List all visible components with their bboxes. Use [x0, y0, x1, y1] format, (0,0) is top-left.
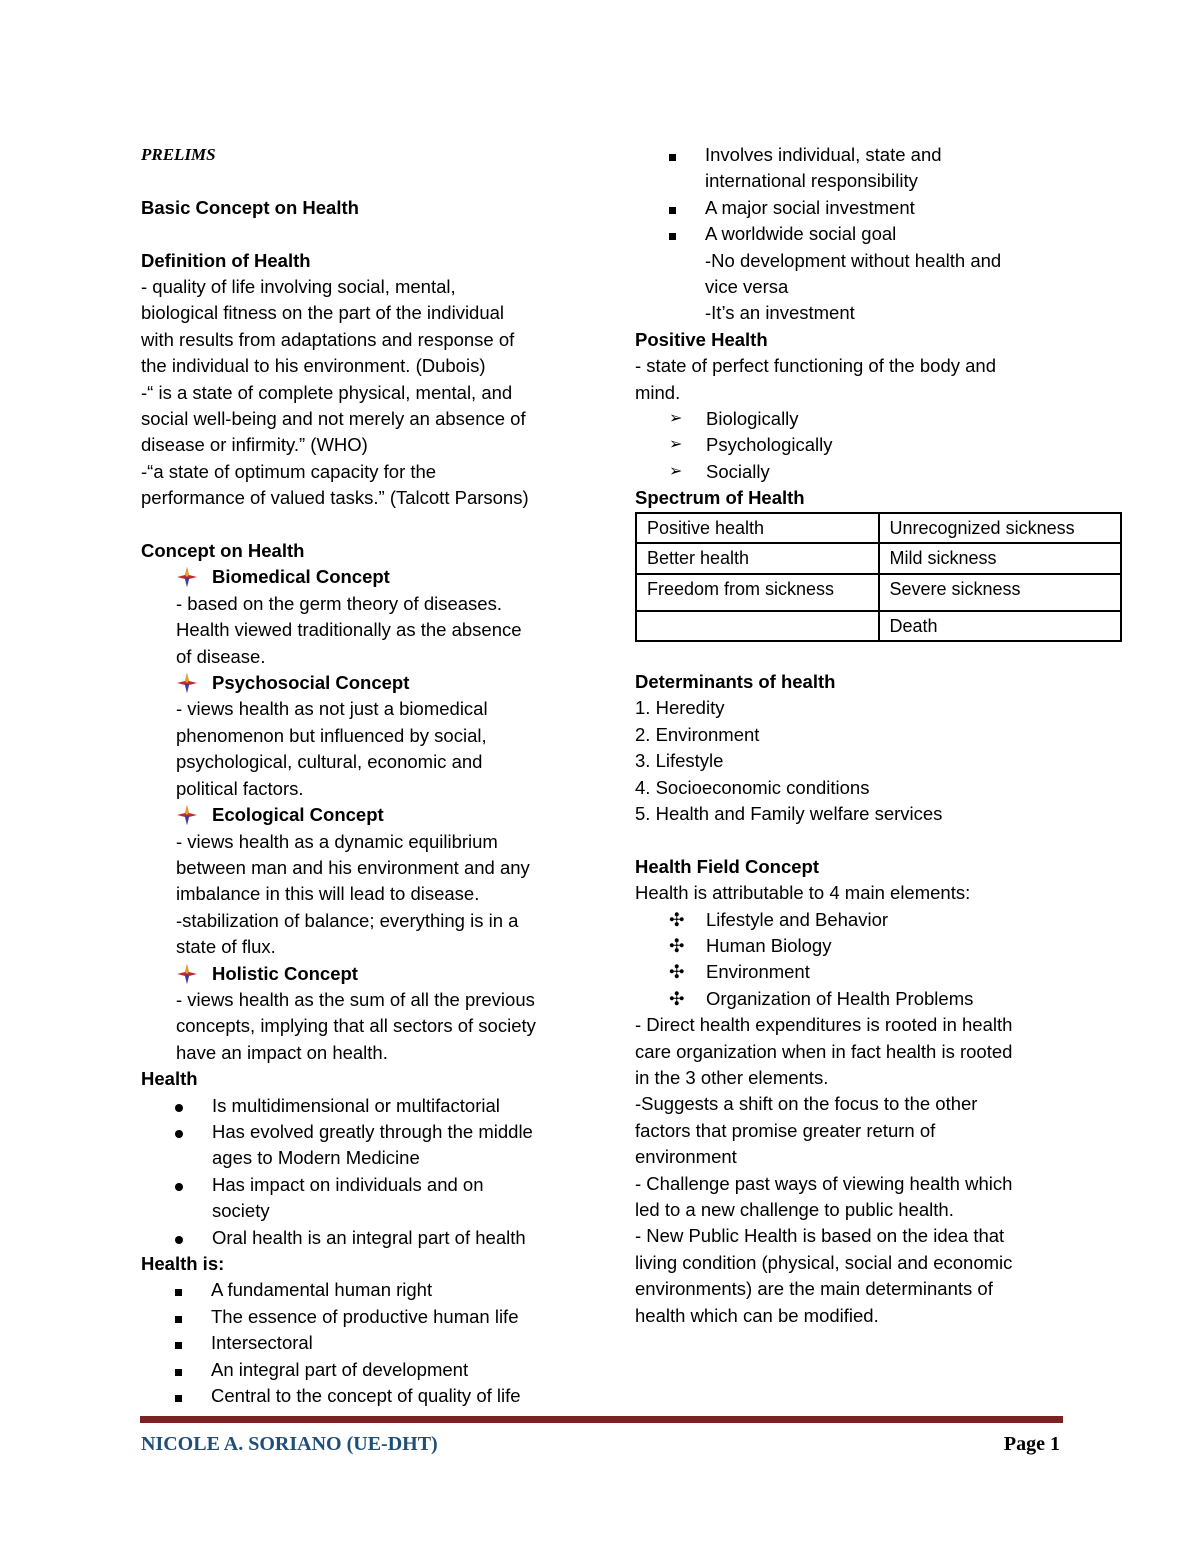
concept-title: Biomedical Concept: [212, 566, 390, 588]
doc-title: PRELIMS: [141, 145, 216, 164]
bullet-dot-icon: [175, 1104, 183, 1112]
list-item: [635, 406, 1125, 432]
list-number: 2.: [635, 723, 651, 745]
list-item: [635, 933, 1125, 959]
list-item: [635, 907, 1125, 933]
table-cell: Freedom from sickness: [636, 574, 879, 611]
table-row: [636, 513, 1121, 543]
list-item: [635, 986, 1125, 1012]
list-item: [635, 775, 1125, 801]
field-line: health which can be modified.: [635, 1304, 879, 1326]
four-point-star-icon: [177, 964, 197, 984]
concept-text: - views health as a dynamic equilibrium: [176, 830, 498, 852]
field-line: in the 3 other elements.: [635, 1066, 829, 1088]
list-number: 5.: [635, 802, 651, 824]
list-number: 4.: [635, 776, 651, 798]
arrow-bullet-icon: ➢: [669, 436, 683, 454]
right-column: [635, 142, 1125, 1329]
list-item: [141, 1172, 581, 1225]
table-cell: Mild sickness: [879, 543, 1122, 573]
concept-text: political factors.: [176, 777, 304, 799]
list-item-text: Psychologically: [706, 434, 833, 456]
list-item-text: Has impact on individuals and on: [212, 1173, 484, 1195]
list-item-text: Has evolved greatly through the middle: [212, 1120, 533, 1142]
square-bullet-icon: [669, 154, 676, 161]
field-line: care organization when in fact health is rooted: [635, 1040, 1013, 1062]
list-item-text: Organization of Health Problems: [706, 987, 974, 1009]
table-row: [636, 611, 1121, 641]
concept-text: Health viewed traditionally as the absence: [176, 619, 522, 641]
list-item-text: society: [212, 1200, 270, 1222]
list-item-text: A major social investment: [705, 196, 915, 218]
list-item: [635, 695, 1125, 721]
concept-text: have an impact on health.: [176, 1041, 388, 1063]
spectrum-table: [635, 512, 1122, 642]
four-diamond-bullet-icon: ✣: [669, 961, 685, 983]
list-item-text: A worldwide social goal: [705, 223, 897, 245]
table-row: [636, 543, 1121, 573]
square-bullet-icon: [669, 233, 676, 240]
list-item-text: A fundamental human right: [211, 1279, 433, 1301]
concept-text: between man and his environment and any: [176, 856, 530, 878]
table-cell: Unrecognized sickness: [879, 513, 1122, 543]
table-row: [636, 574, 1121, 611]
definition-line: with results from adaptations and response of: [141, 328, 515, 350]
list-item-text: Involves individual, state and: [705, 144, 942, 165]
list-item-text: Socioeconomic conditions: [655, 776, 870, 798]
definition-line: biological fitness on the part of the individual: [141, 302, 505, 324]
field-line: environments) are the main determinants of: [635, 1278, 993, 1300]
field-line: living condition (physical, social and economic: [635, 1251, 1013, 1273]
definition-line: social well-being and not merely an absence of: [141, 408, 526, 430]
definition-line: -“ is a state of complete physical, mental, and: [141, 381, 513, 403]
definition-text: [141, 274, 581, 512]
list-item: [141, 1304, 581, 1330]
list-item-text: Lifestyle: [655, 750, 724, 772]
concept-title: Psychosocial Concept: [212, 672, 410, 694]
list-item: [635, 722, 1125, 748]
four-diamond-bullet-icon: ✣: [669, 934, 685, 956]
field-concept-heading: Health Field Concept: [635, 855, 819, 877]
list-number: 1.: [635, 697, 651, 719]
list-item-text: Biologically: [706, 408, 799, 430]
concept-text: -stabilization of balance; everything is in a: [176, 909, 519, 931]
concept-psychosocial: [141, 670, 581, 696]
table-cell: Positive health: [636, 513, 879, 543]
list-item: [635, 748, 1125, 774]
square-bullet-icon: [175, 1316, 182, 1323]
concept-title: Ecological Concept: [212, 804, 384, 826]
concept-text: phenomenon but influenced by social,: [176, 724, 487, 746]
square-bullet-icon: [175, 1289, 182, 1296]
bullet-dot-icon: [175, 1236, 183, 1244]
definition-line: the individual to his environment. (Dubois): [141, 355, 486, 377]
concept-text: psychological, cultural, economic and: [176, 751, 483, 773]
list-item: [141, 1119, 581, 1172]
concept-holistic: [141, 961, 581, 987]
list-item: [635, 459, 1125, 485]
footer-author: NICOLE A. SORIANO (UE-DHT): [141, 1433, 438, 1455]
list-item-text: Is multidimensional or multifactorial: [212, 1094, 500, 1116]
list-item-text: Central to the concept of quality of life: [211, 1385, 521, 1407]
definition-line: performance of valued tasks.” (Talcott Parsons): [141, 487, 529, 509]
square-bullet-icon: [175, 1395, 182, 1402]
concept-text: - views health as not just a biomedical: [176, 698, 488, 720]
four-diamond-bullet-icon: ✣: [669, 908, 685, 930]
list-item-text: Environment: [706, 961, 810, 983]
list-item: [141, 1225, 581, 1251]
concept-ecological: [141, 802, 581, 828]
four-point-star-icon: [177, 567, 197, 587]
arrow-bullet-icon: ➢: [669, 410, 683, 428]
concept-text: concepts, implying that all sectors of society: [176, 1015, 536, 1037]
list-item: [635, 142, 1125, 195]
definition-line: disease or infirmity.” (WHO): [141, 434, 368, 456]
list-item: [635, 959, 1125, 985]
list-item-text: Health and Family welfare services: [655, 802, 943, 824]
list-item: [141, 1093, 581, 1119]
list-item: [141, 1383, 581, 1409]
list-item-text: Environment: [655, 723, 760, 745]
field-concept-text: [635, 1012, 1125, 1329]
list-item-text: Human Biology: [706, 934, 832, 956]
definition-line: -“a state of optimum capacity for the: [141, 460, 437, 482]
square-bullet-icon: [175, 1342, 182, 1349]
list-item: [635, 801, 1125, 827]
field-line: factors that promise greater return of: [635, 1119, 936, 1141]
square-bullet-icon: [175, 1369, 182, 1376]
definition-line: - quality of life involving social, mental,: [141, 276, 456, 297]
determinants-heading: Determinants of health: [635, 670, 836, 692]
definition-heading: Definition of Health: [141, 249, 311, 271]
list-item-text: vice versa: [705, 276, 789, 298]
list-item-text: -It’s an investment: [705, 302, 855, 324]
concept-biomedical: [141, 564, 581, 590]
concept-text: imbalance in this will lead to disease.: [176, 883, 480, 905]
concept-text: - based on the germ theory of diseases.: [176, 592, 502, 614]
footer-rule: [140, 1416, 1063, 1423]
table-cell: [636, 611, 879, 641]
four-point-star-icon: [177, 805, 197, 825]
concept-title: Holistic Concept: [212, 962, 358, 984]
concept-text: - views health as the sum of all the previous: [176, 988, 535, 1010]
list-item: [141, 1277, 581, 1303]
list-item: [635, 195, 1125, 221]
list-item-text: Socially: [706, 460, 770, 482]
four-diamond-bullet-icon: ✣: [669, 987, 685, 1009]
left-column: [141, 142, 581, 1409]
positive-health-text: mind.: [635, 381, 681, 403]
positive-health-text: - state of perfect functioning of the body and: [635, 355, 996, 377]
table-cell: Severe sickness: [879, 574, 1122, 611]
table-cell: Better health: [636, 543, 879, 573]
four-point-star-icon: [177, 673, 197, 693]
list-item-text: Lifestyle and Behavior: [706, 908, 889, 930]
positive-health-heading: Positive Health: [635, 328, 768, 350]
list-item-text: -No development without health and: [705, 249, 1002, 271]
list-item-text: ages to Modern Medicine: [212, 1147, 420, 1169]
field-line: environment: [635, 1146, 737, 1168]
concept-heading: Concept on Health: [141, 540, 305, 562]
field-line: -Suggests a shift on the focus to the other: [635, 1093, 978, 1115]
field-line: - Direct health expenditures is rooted in health: [635, 1014, 1013, 1036]
list-item: [141, 1330, 581, 1356]
concept-text: state of flux.: [176, 936, 276, 958]
bullet-dot-icon: [175, 1183, 183, 1191]
health-is-heading: Health is:: [141, 1253, 225, 1275]
square-bullet-icon: [669, 207, 676, 214]
list-item-text: international responsibility: [705, 170, 918, 192]
field-line: led to a new challenge to public health.: [635, 1199, 954, 1221]
bullet-dot-icon: [175, 1130, 183, 1138]
list-item-text: Heredity: [655, 697, 725, 719]
list-number: 3.: [635, 750, 651, 772]
field-line: - Challenge past ways of viewing health which: [635, 1172, 1013, 1194]
list-item-text: An integral part of development: [211, 1358, 469, 1380]
concept-text: of disease.: [176, 645, 266, 667]
table-cell: Death: [879, 611, 1122, 641]
list-item: [141, 1357, 581, 1383]
page-number: Page 1: [1003, 1433, 1060, 1455]
list-item-text: Intersectoral: [211, 1332, 313, 1354]
arrow-bullet-icon: ➢: [669, 462, 683, 480]
field-concept-intro: Health is attributable to 4 main elements:: [635, 882, 971, 904]
list-item: [635, 432, 1125, 458]
health-heading: Health: [141, 1068, 198, 1090]
list-item-text: Oral health is an integral part of health: [212, 1226, 526, 1248]
doc-subtitle: Basic Concept on Health: [141, 196, 359, 218]
spectrum-heading: Spectrum of Health: [635, 487, 805, 509]
list-item-text: The essence of productive human life: [211, 1305, 519, 1327]
list-item: [635, 221, 1125, 327]
field-line: - New Public Health is based on the idea that: [635, 1225, 1005, 1247]
